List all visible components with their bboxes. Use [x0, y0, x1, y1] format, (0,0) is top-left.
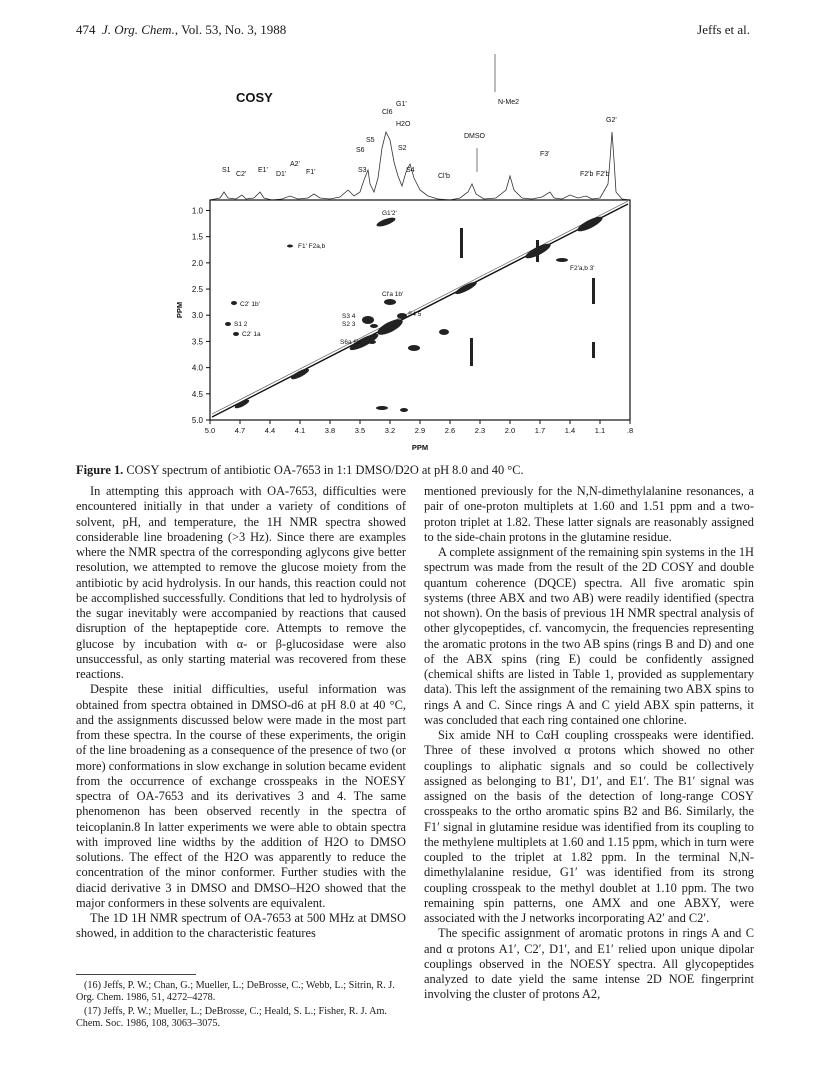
paragraph: A complete assignment of the remaining spin systems in the 1H spectrum was made from the result of the 2D COSY and double quantum coherence (DQCE) spectra. All five aromatic spin systems (three ABX and two AB) were readily identified (spectra not shown). On the basis of previous 1H NMR spectral analysis of other glycopeptides, cf. vancomycin, the frequencies representing the aromatic protons in the two AB spins (rings B and D) and one of the ABX spins (ring E) could be confidently assigned (chemical shifts are listed in Table 1, provided as supplementary data). This left the assignment of the remaining two ABX spins to rings A and C. Since rings A and C yield ABX spin patterns, it was concluded that each ring contained one chlorine.	[424, 545, 754, 727]
label-s4: S4	[406, 167, 415, 174]
y-tick-label: 5.0	[191, 416, 203, 425]
y-tick-label: 4.5	[191, 389, 203, 399]
y-tick-label: 2.0	[191, 258, 203, 268]
label-dmso: DMSO	[464, 133, 485, 140]
label-h2o: H2O	[396, 121, 411, 128]
projection-trace	[210, 132, 630, 200]
volume-issue: , Vol. 53, No. 3, 1988	[174, 22, 287, 37]
crosspeak-c1pab	[384, 299, 396, 305]
x-tick-label: 1.1	[594, 426, 606, 435]
x-tick-label: 2.6	[444, 426, 456, 435]
running-authors: Jeffs et al.	[697, 22, 750, 37]
label-f1p: F1'	[306, 169, 316, 176]
x-tick-label: 3.8	[324, 426, 336, 435]
paragraph: Six amide NH to CαH coupling crosspeaks were identified. Three of these involved α protons which showed no other couplings to aliphatic signals and so could be collectively assigned as belonging to B1′, D1′, and E1′. The B1′ signal was assigned on the basis of the detection of long-range COSY crosspeaks to the ortho aromatic spins B2 and B6. Similarly, the F1′ signal in glutamine residue was identified from its coupling to the methylene multiplets at 1.60 and 1.15 ppm, which in turn were coupled to the triplet at 1.82 ppm. In the terminal N,N-dimethylalanine residue, G1′ was identified from its strong coupling crosspeak to the methyl doublet at 1.10 ppm. The two remaining spin patterns, one AMX and one ABXY, were associated with the J networks incorporating A2′ and C2′.	[424, 728, 754, 925]
label-f3p: F3'	[540, 151, 550, 158]
label-s6: S6	[356, 147, 365, 154]
journal-name: J. Org. Chem.	[102, 22, 175, 37]
x-tick-label: 5.0	[204, 426, 216, 435]
cp-label-s12: S1 2	[234, 321, 248, 328]
paragraph: The specific assignment of aromatic protons in rings A and C and α protons A1′, C2′, D1′, and E1′ relied upon unique dipolar couplings observed in the NOESY spectra. All glycopeptides analyzed to date yield the same intense 2D NOE fingerprint involving the cluster of protons A2,	[424, 926, 754, 1002]
label-nme2: N-Me2	[498, 99, 520, 106]
left-column	[76, 484, 406, 942]
label-s2: S2	[398, 145, 407, 152]
crosspeak-s6a6b	[368, 340, 376, 344]
x-tick-label: 4.1	[294, 426, 306, 435]
cp-label-c2p1a: C2' 1a	[242, 331, 261, 338]
y-tick-label: 1.5	[191, 232, 203, 242]
crosspeak-misc	[376, 406, 388, 410]
x-tick-label: 2.0	[504, 426, 516, 435]
label-s3: S3	[358, 167, 367, 174]
right-column	[424, 484, 754, 1003]
label-s1: S1	[222, 167, 231, 174]
x-tick-label: 1.7	[534, 426, 546, 435]
crosspeak-s45	[397, 313, 407, 319]
crosspeak-col	[592, 342, 595, 358]
label-f2pb2: F2'b	[596, 171, 610, 178]
label-c2p: C2'	[236, 171, 247, 178]
label-g1p: G1'	[396, 101, 407, 108]
diagonal-line-2	[212, 201, 628, 414]
x-tick-label: 2.9	[414, 426, 426, 435]
paragraph: Despite these initial difficulties, useful information was obtained from spectra obtained in DMSO-d6 at pH 8.0 at 40 °C, and the assignments discussed below were made in the most part from these spectra. In the course of these experiments, the origin of the line broadening as a consequence of the presence of two (or more) conformations in slow exchange in solution became evident from the occurrence of exchange crosspeaks in the NOESY spectra of OA-7653 and its derivatives 3 and 4. The same phenomenon has been observed recently in the spectra of teicoplanin.8 In latter experiments we were able to obtain spectra with improved line widths by the addition of H2O to DMSO solutions. The effect of the H2O was apparently to reduce the concentration of the minor conformer. Further studies with the diacid derivative 3 in DMSO and DMSO–H2O showed that the major conformers in these solvents are equivalent.	[76, 682, 406, 910]
cp-label-c2p1b: C2' 1b'	[240, 301, 260, 308]
crosspeak-labels	[234, 210, 595, 346]
footnote: (16) Jeffs, P. W.; Chan, G.; Mueller, L.; DeBrosse, C.; Webb, L.; Sitrin, R. J. Org. Chem. 1986, 51, 4272–4278.	[76, 980, 395, 1004]
cp-label-s45: S4 5	[408, 311, 422, 318]
footnote-rule	[76, 974, 196, 975]
y-tick-label: 2.5	[191, 285, 203, 295]
crosspeak-f2pab3	[556, 258, 568, 262]
x-tick-label: 1.4	[564, 426, 576, 435]
y-axis	[192, 206, 210, 425]
page-header	[76, 22, 750, 42]
crosspeak-s34	[362, 316, 374, 324]
spectrum-labels	[222, 99, 617, 180]
y-tick-label: 3.5	[191, 337, 203, 347]
label-g2p: G2'	[606, 117, 617, 124]
diag-peak	[576, 214, 605, 234]
crosspeak-misc	[400, 408, 408, 412]
crosspeak-s23	[370, 324, 378, 328]
panel-title: COSY	[236, 90, 273, 105]
label-d1p: D1'	[276, 171, 287, 178]
crosspeak-misc	[439, 329, 449, 335]
header-left	[76, 22, 286, 38]
figure-caption	[76, 462, 756, 478]
y-tick-label: 4.0	[191, 363, 203, 373]
y-tick-label: 1.0	[191, 206, 203, 216]
label-c1pb: Cl'b	[438, 173, 450, 180]
paragraph: mentioned previously for the N,N-dimethylalanine resonances, a pair of one-proton multiplets at 1.60 and 1.51 ppm and a two-proton triplet at 1.82. These latter signals are reasonably assigned to the side-chain protons in the glutamine residue.	[424, 484, 754, 544]
x-axis-label: PPM	[411, 443, 429, 452]
y-axis-label: PPM	[175, 301, 184, 319]
footnote: (17) Jeffs, P. W.; Mueller, L.; DeBrosse, C.; Heald, S. L.; Fisher, R. J. Am. Chem. Soc. 1986, 108, 3063–3075.	[76, 1005, 387, 1029]
paragraph: The 1D 1H NMR spectrum of OA-7653 at 500 MHz at DMSO showed, in addition to the characteristic features	[76, 911, 406, 941]
label-a2p: A2'	[290, 161, 300, 168]
cp-label-g1p2p: G1'2'	[382, 210, 397, 217]
label-e1p: E1'	[258, 167, 268, 174]
caption-text: COSY spectrum of antibiotic OA-7653 in 1:1 DMSO/D2O at pH 8.0 and 40 °C.	[126, 463, 524, 477]
caption-label: Figure 1.	[76, 463, 124, 477]
cp-label-f1pf2: F1' F2a,b	[298, 243, 326, 250]
footnotes	[76, 980, 406, 1031]
x-tick-label: 4.4	[264, 426, 276, 435]
crosspeak-s12	[225, 322, 231, 326]
crosspeak-g1p2p	[376, 216, 397, 228]
cp-label-s34: S3 4	[342, 313, 356, 320]
label-f2pb: F2'b	[580, 171, 594, 178]
cp-label-s23: S2 3	[342, 321, 356, 328]
cp-label-f2pab3: F2'a,b 3'	[570, 265, 595, 272]
crosspeak-col	[536, 240, 539, 262]
crosspeak-c2p1b	[231, 301, 237, 305]
x-tick-label: 4.7	[234, 426, 246, 435]
cosy-spectrum	[150, 52, 680, 460]
label-s5: S5	[366, 137, 375, 144]
x-tick-label: 2.3	[474, 426, 486, 435]
label-cl6: Cl6	[382, 109, 393, 116]
x-tick-label: 3.2	[384, 426, 396, 435]
crosspeak-col	[470, 338, 473, 366]
cp-label-s6a6b: S6a 6b	[340, 339, 361, 346]
crosspeak-col	[460, 228, 463, 258]
x-tick-label: .8	[626, 426, 634, 435]
x-axis	[205, 420, 633, 435]
y-tick-label: 3.0	[191, 311, 203, 321]
crosspeak-col	[592, 278, 595, 304]
page-number: 474	[76, 22, 96, 37]
x-tick-label: 3.5	[354, 426, 366, 435]
crosspeak-c2p1a	[233, 332, 239, 336]
crosspeak-f1pf2	[287, 245, 293, 248]
crosspeak-misc	[408, 345, 420, 351]
diag-peak	[375, 316, 404, 338]
cp-label-c1pab: Cl'a 1b'	[382, 291, 404, 298]
paragraph: In attempting this approach with OA-7653, difficulties were encountered initially in that under a variety of conditions of solvent, pH, and temperature, the 1H NMR spectra showed considerable line broadening (>3 Hz). Since there are examples where the NMR spectra of the corresponding aglycons give better resolution, we attempted to remove the glucose moiety from the antibiotic by acid hydrolysis. In our hands, this reaction could not be accomplished successfully. Conditions that led to hydrolysis of the sugar inevitably were accompanied by reactions that caused disruption of the heptapeptide core. Attempts to remove the glucose by incubation with α- or β-glucosidase were also unsuccessful, as only starting material was recovered from these reactions.	[76, 484, 406, 681]
cosy-figure	[150, 52, 680, 460]
